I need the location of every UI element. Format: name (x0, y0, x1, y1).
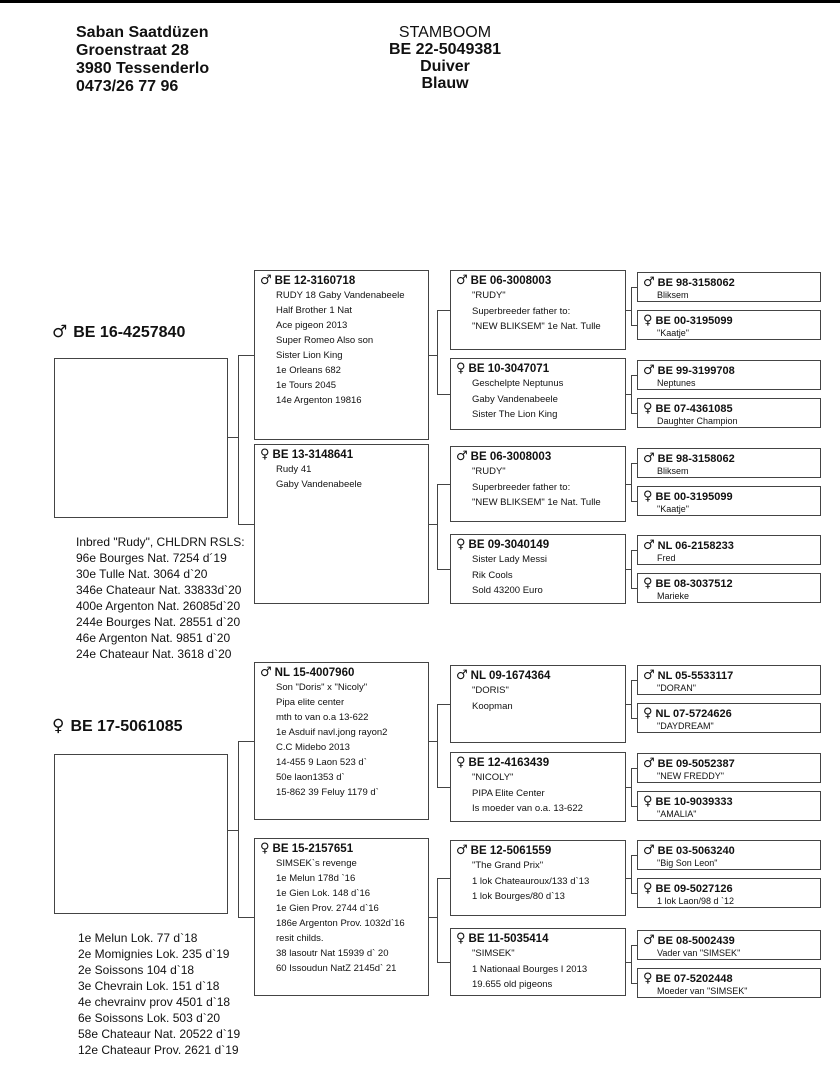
ancestor-ring (456, 932, 619, 946)
connector-line (429, 355, 437, 356)
ancestor-note: "Big Son Leon" (657, 858, 718, 868)
connector-line (238, 741, 254, 742)
ancestor-card (450, 928, 626, 996)
ancestor-info-line: 14-455 9 Laon 523 d` (276, 757, 367, 768)
male-icon: ♂ (260, 273, 272, 288)
sire-ring: BE 16-4257840 (73, 324, 186, 341)
ring-number: BE 98-3158062 (657, 277, 735, 289)
connector-line (437, 704, 438, 788)
ancestor-info-line: 60 Issoudun NatZ 2145d` 21 (276, 963, 397, 974)
female-icon: ♀ (456, 537, 466, 552)
connector-line (429, 524, 437, 525)
ancestor-card (254, 838, 429, 996)
female-icon: ♀ (643, 881, 653, 896)
ancestor-ring (260, 448, 422, 462)
ancestor-ring (643, 795, 814, 809)
ring-number: NL 06-2158233 (657, 540, 734, 552)
ancestor-card (637, 930, 821, 960)
ancestor-info-line: Sister Lion King (276, 350, 343, 361)
ancestor-ring (456, 274, 619, 288)
ring-number: BE 13-3148641 (272, 449, 354, 461)
connector-line (631, 945, 632, 984)
ancestor-info-line: 1 lok Bourges/80 d`13 (472, 891, 565, 902)
ring-number: BE 10-9039333 (655, 796, 733, 808)
ancestor-info-line: PIPA Elite Center (472, 787, 545, 799)
connector-line (631, 893, 637, 894)
ancestor-ring (643, 577, 814, 591)
ancestor-card (450, 358, 626, 430)
ancestor-note: "Kaatje" (657, 504, 689, 514)
male-icon: ♂ (456, 843, 468, 858)
sire-photo-frame (54, 358, 228, 518)
sire-results (76, 534, 245, 662)
connector-line (437, 310, 450, 311)
connector-line (631, 375, 632, 414)
female-icon: ♀ (643, 401, 653, 416)
connector-line (238, 355, 239, 525)
female-icon: ♀ (643, 794, 653, 809)
result-line: 24e Chateaur Nat. 3618 d`20 (76, 647, 232, 661)
connector-line (437, 484, 450, 485)
connector-line (631, 413, 637, 414)
male-icon: ♂ (643, 933, 655, 948)
ancestor-ring (260, 274, 422, 288)
ancestor-info-line: 1e Orleans 682 (276, 365, 341, 376)
connector-line (437, 484, 438, 570)
ancestor-info-line: Son "Doris" x "Nicoly" (276, 682, 368, 693)
connector-line (238, 741, 239, 918)
female-icon: ♀ (456, 931, 466, 946)
owner-name: Saban Saatdüzen (76, 24, 209, 41)
male-icon: ♂ (52, 322, 68, 342)
ancestor-card (254, 270, 429, 440)
ancestor-info-line: Gaby Vandenabeele (472, 393, 558, 405)
ring-number: BE 98-3158062 (657, 453, 735, 465)
ancestor-ring (456, 450, 619, 464)
female-icon: ♀ (643, 313, 653, 328)
ancestor-info-line: 1e Asduif navl.jong rayon2 (276, 727, 388, 738)
ancestor-info-line: "SIMSEK" (472, 948, 515, 959)
ancestor-info-line: "NEW BLIKSEM" 1e Nat. Tulle (472, 497, 601, 508)
ancestor-note: Bliksem (657, 466, 689, 476)
result-line: 58e Chateaur Nat. 20522 d`19 (78, 1027, 241, 1041)
ancestor-info-line: Ace pigeon 2013 (276, 320, 348, 331)
ancestor-ring (456, 756, 619, 770)
ancestor-info-line: 1 lok Chateauroux/133 d`13 (472, 875, 590, 887)
ancestor-note: "DORAN" (657, 683, 696, 693)
ancestor-info-line: mth to van o.a 13-622 (276, 712, 369, 723)
female-icon: ♀ (260, 447, 270, 462)
ancestor-ring (456, 362, 619, 376)
ancestor-note: Daughter Champion (657, 416, 738, 426)
ancestor-info-line: SIMSEK`s revenge (276, 858, 357, 869)
male-icon: ♂ (456, 449, 468, 464)
female-icon: ♀ (260, 841, 270, 856)
ancestor-info-line: resit childs. (276, 933, 324, 944)
ancestor-info-line: Half Brother 1 Nat (276, 305, 353, 316)
male-icon: ♂ (456, 273, 468, 288)
connector-line (437, 962, 450, 963)
ancestor-note: Moeder van "SIMSEK" (657, 986, 748, 996)
ring-number: BE 11-5035414 (468, 933, 549, 945)
result-line: 4e chevrainv prov 4501 d`18 (78, 995, 231, 1009)
connector-line (437, 394, 450, 395)
ring-number: NL 15-4007960 (274, 667, 355, 679)
ring-number: BE 09-5027126 (655, 883, 733, 895)
male-icon: ♂ (260, 665, 272, 680)
ancestor-info-line: 14e Argenton 19816 (276, 395, 362, 406)
ancestor-card (637, 573, 821, 603)
ancestor-ring (260, 666, 422, 680)
ancestor-info-line: 186e Argenton Prov. 1032d`16 (276, 918, 405, 929)
ancestor-ring (643, 314, 814, 328)
female-icon: ♀ (456, 755, 466, 770)
ancestor-note: "AMALIA" (657, 809, 697, 819)
connector-line (631, 983, 637, 984)
ancestor-card (254, 444, 429, 604)
connector-line (631, 855, 637, 856)
ancestor-card (637, 272, 821, 302)
owner-info (76, 24, 209, 96)
ancestor-card (450, 270, 626, 350)
ancestor-info-line: RUDY 18 Gaby Vandenabeele (276, 290, 405, 301)
ancestor-card (637, 398, 821, 428)
ancestor-card (450, 840, 626, 916)
ancestor-info-line: 50e laon1353 d` (276, 772, 345, 783)
ring-number: NL 07-5724626 (655, 708, 732, 720)
ring-number: BE 00-3195099 (655, 315, 733, 327)
pigeon-ring: BE 22-5049381 (388, 41, 502, 58)
result-line: 3e Chevrain Lok. 151 d`18 (78, 979, 220, 993)
ancestor-card (637, 310, 821, 340)
ring-number: BE 99-3199708 (657, 365, 735, 377)
ancestor-card (637, 878, 821, 908)
connector-line (631, 588, 637, 589)
connector-line (631, 463, 637, 464)
connector-line (228, 437, 238, 438)
result-line: 12e Chateaur Prov. 2621 d`19 (78, 1043, 239, 1057)
ancestor-info-line: 19.655 old pigeons (472, 979, 553, 990)
male-icon: ♂ (456, 668, 468, 683)
ring-number: BE 15-2157651 (272, 843, 354, 855)
ancestor-card (637, 753, 821, 783)
female-icon: ♀ (456, 361, 466, 376)
ancestor-card (450, 752, 626, 822)
result-line: 6e Soissons Lok. 503 d`20 (78, 1011, 221, 1025)
ancestor-ring (643, 669, 814, 683)
connector-line (631, 680, 632, 719)
ancestor-info-line: "RUDY" (472, 290, 506, 301)
ancestor-card (637, 840, 821, 870)
result-line: Inbred "Rudy", CHLDRN RSLS: (76, 535, 245, 549)
ring-number: BE 08-3037512 (655, 578, 733, 590)
result-line: 30e Tulle Nat. 3064 d`20 (76, 567, 208, 581)
result-line: 400e Argenton Nat. 26085d`20 (76, 599, 241, 613)
ancestor-card (254, 662, 429, 820)
connector-line (631, 375, 637, 376)
connector-line (631, 768, 632, 807)
ancestor-ring (643, 490, 814, 504)
pigeon-type: Duiver (420, 58, 470, 75)
ancestor-ring (643, 972, 814, 986)
connector-line (631, 680, 637, 681)
result-line: 46e Argenton Nat. 9851 d`20 (76, 631, 231, 645)
male-icon: ♂ (643, 756, 655, 771)
ancestor-card (450, 446, 626, 522)
ancestor-ring (643, 402, 814, 416)
connector-line (631, 550, 637, 551)
dam-photo-frame (54, 754, 228, 914)
pigeon-color: Blauw (421, 75, 469, 92)
female-icon: ♀ (643, 706, 653, 721)
ancestor-info-line: Koopman (472, 700, 513, 712)
ancestor-info-line: Superbreeder father to: (472, 305, 571, 317)
ancestor-note: Marieke (657, 591, 690, 601)
ancestor-card (637, 486, 821, 516)
connector-line (238, 524, 254, 525)
ancestor-note: 1 lok Laon/98 d `12 (657, 896, 735, 906)
connector-line (228, 830, 238, 831)
connector-line (437, 787, 450, 788)
ring-number: BE 00-3195099 (655, 491, 733, 503)
male-icon: ♂ (643, 451, 655, 466)
ancestor-info-line: Sold 43200 Euro (472, 585, 543, 596)
owner-street: Groenstraat 28 (76, 42, 189, 59)
connector-line (429, 917, 437, 918)
ancestor-ring (456, 844, 619, 858)
connector-line (238, 917, 254, 918)
ancestor-info-line: "DORIS" (472, 685, 509, 696)
dam-results (78, 930, 240, 1058)
ring-number: BE 12-4163439 (468, 757, 550, 769)
ring-number: BE 12-3160718 (274, 275, 356, 287)
result-line: 2e Soissons 104 d`18 (78, 963, 195, 977)
male-icon: ♂ (643, 275, 655, 290)
ancestor-info-line: Rudy 41 (276, 464, 312, 475)
connector-line (238, 355, 254, 356)
ring-number: NL 09-1674364 (470, 670, 551, 682)
ancestor-info-line: "RUDY" (472, 466, 506, 477)
connector-line (631, 501, 637, 502)
ring-number: BE 07-5202448 (655, 973, 733, 985)
female-icon: ♀ (52, 716, 65, 736)
male-icon: ♂ (643, 363, 655, 378)
ancestor-ring (643, 276, 814, 290)
ancestor-info-line: 1 Nationaal Bourges I 2013 (472, 963, 588, 975)
connector-line (631, 287, 637, 288)
connector-line (437, 704, 450, 705)
connector-line (437, 878, 438, 963)
ring-number: BE 12-5061559 (470, 845, 552, 857)
result-line: 1e Melun Lok. 77 d`18 (78, 931, 198, 945)
ancestor-info-line: "NICOLY" (472, 772, 514, 783)
ancestor-card (450, 665, 626, 743)
ancestor-info-line: Is moeder van o.a. 13-622 (472, 803, 583, 814)
top-border (0, 0, 840, 3)
ancestor-ring (643, 882, 814, 896)
result-line: 96e Bourges Nat. 7254 d´19 (76, 551, 227, 565)
ancestor-ring (643, 452, 814, 466)
ancestor-info-line: "The Grand Prix" (472, 860, 544, 871)
ancestor-card (637, 791, 821, 821)
ancestor-info-line: Super Romeo Also son (276, 335, 374, 346)
ring-number: BE 08-5002439 (657, 935, 735, 947)
ring-number: NL 05-5533117 (657, 670, 734, 682)
ancestor-note: "DAYDREAM" (657, 721, 714, 731)
ancestor-note: "Kaatje" (657, 328, 689, 338)
ring-number: BE 03-5063240 (657, 845, 735, 857)
ancestor-card (637, 665, 821, 695)
ring-number: BE 09-3040149 (468, 539, 550, 551)
male-icon: ♂ (643, 538, 655, 553)
result-line: 2e Momignies Lok. 235 d`19 (78, 947, 230, 961)
ancestor-info-line: Sister Lady Messi (472, 554, 547, 565)
ancestor-ring (643, 757, 814, 771)
ancestor-info-line: Rik Cools (472, 569, 513, 581)
connector-line (437, 569, 450, 570)
ancestor-card (637, 968, 821, 998)
female-icon: ♀ (643, 489, 653, 504)
ancestor-ring (643, 539, 814, 553)
ancestor-info-line: Superbreeder father to: (472, 481, 571, 493)
pedigree-header (330, 24, 560, 92)
connector-line (631, 463, 632, 502)
ancestor-ring (260, 842, 422, 856)
connector-line (437, 310, 438, 395)
male-icon: ♂ (643, 843, 655, 858)
ancestor-ring (643, 934, 814, 948)
connector-line (631, 550, 632, 589)
ancestor-info-line: Gaby Vandenabeele (276, 479, 362, 490)
owner-phone: 0473/26 77 96 (76, 78, 179, 95)
ancestor-card (637, 360, 821, 390)
ancestor-ring (643, 707, 814, 721)
ancestor-info-line: Geschelpte Neptunus (472, 378, 564, 389)
ring-number: BE 07-4361085 (655, 403, 733, 415)
ancestor-info-line: 1e Gien Lok. 148 d`16 (276, 888, 371, 899)
connector-line (631, 718, 637, 719)
ancestor-ring (643, 844, 814, 858)
ancestor-info-line: Pipa elite center (276, 697, 345, 708)
connector-line (631, 325, 637, 326)
ancestor-card (637, 448, 821, 478)
connector-line (631, 945, 637, 946)
ancestor-info-line: 1e Tours 2045 (276, 380, 337, 391)
dam-ring: BE 17-5061085 (70, 718, 183, 735)
ancestor-info-line: C.C Midebo 2013 (276, 742, 350, 753)
female-icon: ♀ (643, 971, 653, 986)
result-line: 346e Chateaur Nat. 33833d`20 (76, 583, 242, 597)
ring-number: BE 10-3047071 (468, 363, 550, 375)
ancestor-note: Fred (657, 553, 676, 563)
female-icon: ♀ (643, 576, 653, 591)
ancestor-ring (456, 669, 619, 683)
ancestor-info-line: 38 lasoutr Nat 15939 d` 20 (276, 948, 389, 959)
ring-number: BE 06-3008003 (470, 451, 552, 463)
ancestor-info-line: 1e Melun 178d `16 (276, 873, 356, 884)
connector-line (429, 741, 437, 742)
ancestor-ring (456, 538, 619, 552)
ring-number: BE 06-3008003 (470, 275, 552, 287)
pedigree-title: STAMBOOM (398, 24, 492, 41)
result-line: 244e Bourges Nat. 28551 d`20 (76, 615, 241, 629)
sire-heading (52, 322, 185, 342)
ancestor-note: Bliksem (657, 290, 689, 300)
ancestor-card (637, 535, 821, 565)
ancestor-info-line: "NEW BLIKSEM" 1e Nat. Tulle (472, 321, 601, 332)
ancestor-card (637, 703, 821, 733)
ancestor-card (450, 534, 626, 604)
ancestor-info-line: Sister The Lion King (472, 409, 558, 420)
connector-line (631, 806, 637, 807)
connector-line (437, 878, 450, 879)
ancestor-ring (643, 364, 814, 378)
owner-city: 3980 Tessenderlo (76, 60, 210, 77)
connector-line (631, 768, 637, 769)
ring-number: BE 09-5052387 (657, 758, 735, 770)
connector-line (631, 287, 632, 326)
ancestor-info-line: 15-862 39 Feluy 1179 d` (276, 787, 379, 798)
ancestor-note: Vader van "SIMSEK" (657, 948, 741, 958)
dam-heading (52, 716, 183, 736)
male-icon: ♂ (643, 668, 655, 683)
ancestor-note: "NEW FREDDY" (657, 771, 724, 781)
ancestor-info-line: 1e Gien Prov. 2744 d`16 (276, 903, 379, 914)
ancestor-note: Neptunes (657, 378, 696, 388)
connector-line (631, 855, 632, 894)
